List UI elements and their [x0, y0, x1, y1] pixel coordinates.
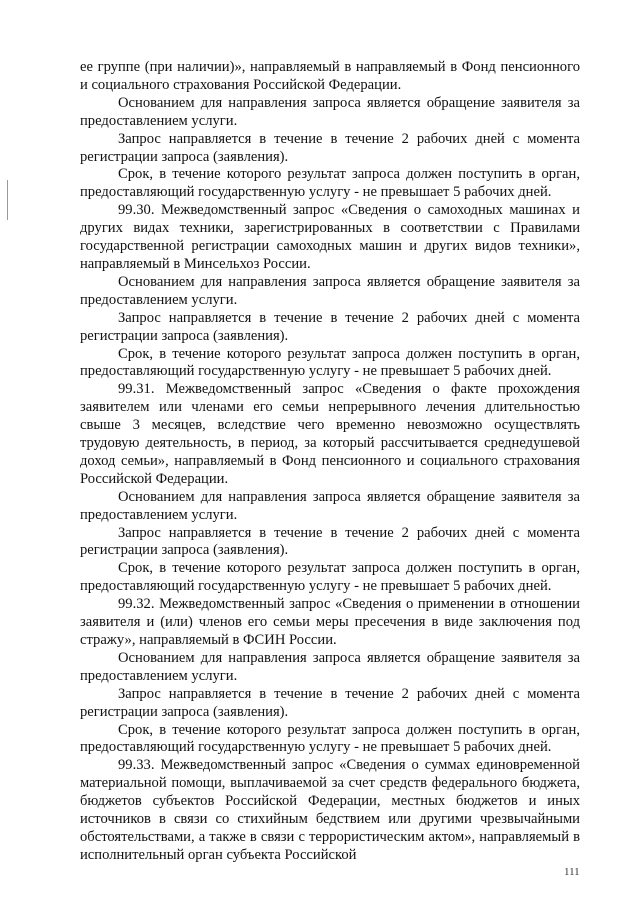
paragraph: Срок, в течение которого результат запроса должен поступить в орган, предоставляющий государственную услугу - не превышает 5 рабочих дней.: [80, 345, 580, 380]
paragraph: Основанием для направления запроса является обращение заявителя за предоставлением услуги.: [80, 488, 580, 523]
paragraph: Срок, в течение которого результат запроса должен поступить в орган, предоставляющий государственную услугу - не превышает 5 рабочих дней.: [80, 166, 580, 201]
document-body: [80, 59, 580, 865]
paragraph: Срок, в течение которого результат запроса должен поступить в орган, предоставляющий государственную услугу - не превышает 5 рабочих дней.: [80, 560, 580, 595]
paragraph: Основанием для направления запроса является обращение заявителя за предоставлением услуги.: [80, 649, 580, 684]
paragraph: ее группе (при наличии)», направляемый в направляемый в Фонд пенсионного и социального страхования Российской Федерации.: [80, 59, 580, 93]
paragraph: Запрос направляется в течение в течение 2 рабочих дней с момента регистрации запроса (заявления).: [80, 524, 580, 559]
paragraph: 99.30. Межведомственный запрос «Сведения о самоходных машинах и других видах техники, зарегистрированных в соответствии с Правилами государственной регистрации самоходных машин и других видов техники», направляемый в Минсельхоз России.: [80, 202, 580, 272]
page-number: 111: [564, 866, 580, 878]
paragraph: 99.33. Межведомственный запрос «Сведения о суммах единовременной материальной помощи, выплачиваемой за счет средств федерального бюджета, бюджетов субъектов Российской Федерации, местных бюджетов и иных источников в связи со стихийным бедствием или другими чрезвычайными обстоятельствами, а также в связи с террористическим актом», направляемый в исполнительный орган субъекта Российской: [80, 757, 580, 863]
paragraph: Запрос направляется в течение в течение 2 рабочих дней с момента регистрации запроса (заявления).: [80, 685, 580, 720]
paragraph: Основанием для направления запроса является обращение заявителя за предоставлением услуги.: [80, 273, 580, 308]
scan-margin-mark: [7, 180, 8, 220]
paragraph: Срок, в течение которого результат запроса должен поступить в орган, предоставляющий государственную услугу - не превышает 5 рабочих дней.: [80, 721, 580, 756]
paragraph: 99.32. Межведомственный запрос «Сведения о применении в отношении заявителя и (или) членов его семьи меры пресечения в виде заключения под стражу», направляемый в ФСИН России.: [80, 596, 580, 648]
paragraph: 99.31. Межведомственный запрос «Сведения о факте прохождения заявителем или членами его семьи непрерывного лечения длительностью свыше 3 месяцев, вследствие чего временно невозможно осуществлять трудовую деятельность, в период, за который рассчитывается среднедушевой доход семьи», направляемый в Фонд пенсионного и социального страхования Российской Федерации.: [80, 381, 580, 487]
paragraph: Запрос направляется в течение в течение 2 рабочих дней с момента регистрации запроса (заявления).: [80, 309, 580, 344]
paragraph: Запрос направляется в течение в течение 2 рабочих дней с момента регистрации запроса (заявления).: [80, 130, 580, 165]
paragraph: Основанием для направления запроса является обращение заявителя за предоставлением услуги.: [80, 94, 580, 129]
